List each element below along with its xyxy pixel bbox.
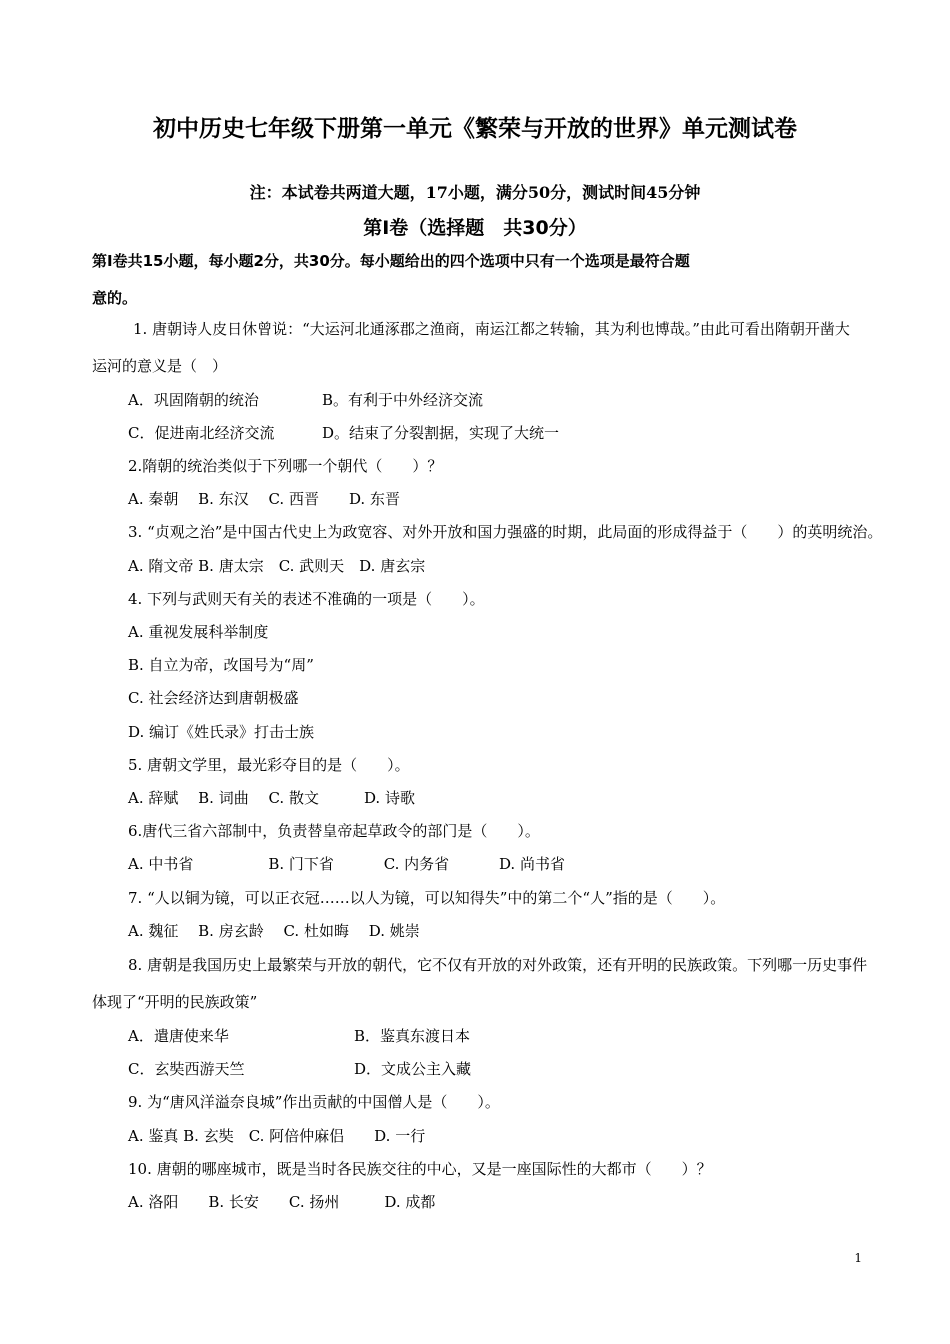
page-number: 1 <box>854 1251 862 1265</box>
question-5-stem: 5. 唐朝文学里，最光彩夺目的是（ ）。 <box>128 756 410 774</box>
question-8-stem-cont: 体现了“开明的民族政策” <box>92 993 258 1011</box>
instructions-line-1: 第Ⅰ卷共15小题，每小题2分，共30分。每小题给出的四个选项中只有一个选项是最符合题 <box>92 252 690 270</box>
question-4-option-c: C. 社会经济达到唐朝极盛 <box>128 689 299 707</box>
question-8-option-d: D．文成公主入藏 <box>354 1060 472 1078</box>
exam-note: 注：本试卷共两道大题，17小题，满分50分，测试时间45分钟 <box>249 183 701 202</box>
question-1-option-b: B。有利于中外经济交流 <box>322 391 484 409</box>
question-9-options: A. 鉴真 B. 玄奘 C. 阿倍仲麻侣 D. 一行 <box>128 1127 426 1145</box>
question-4-option-b: B. 自立为帝，改国号为“周” <box>128 656 314 674</box>
page-title: 初中历史七年级下册第一单元《繁荣与开放的世界》单元测试卷 <box>153 116 797 142</box>
question-7-options: A. 魏征 B. 房玄龄 C. 杜如晦 D. 姚崇 <box>128 922 420 940</box>
question-6-options: A. 中书省 B. 门下省 C. 内务省 D. 尚书省 <box>128 855 565 873</box>
section-title: 第Ⅰ卷（选择题 共30分） <box>363 217 587 239</box>
question-1-option-d: D。结束了分裂割据，实现了大统一 <box>322 424 560 442</box>
question-3-stem: 3. “贞观之治”是中国古代史上为政宽容、对外开放和国力强盛的时期，此局面的形成得益于（ ）的英明统治。 <box>128 523 883 541</box>
question-7-stem: 7. “人以铜为镜，可以正衣冠……以人为镜，可以知得失”中的第二个“人”指的是（ ）。 <box>128 889 726 907</box>
question-2-options: A. 秦朝 B. 东汉 C. 西晋 D. 东晋 <box>128 490 400 508</box>
question-10-options: A. 洛阳 B. 长安 C. 扬州 D. 成都 <box>128 1193 436 1211</box>
question-8-option-a: A．遣唐使来华 <box>128 1027 229 1045</box>
question-10-stem: 10. 唐朝的哪座城市，既是当时各民族交往的中心，又是一座国际性的大都市（ ）？ <box>128 1160 712 1178</box>
question-5-options: A. 辞赋 B. 词曲 C. 散文 D. 诗歌 <box>128 789 415 807</box>
question-8-option-c: C．玄奘西游天竺 <box>128 1060 245 1078</box>
question-6-stem: 6.唐代三省六部制中，负责替皇帝起草政令的部门是（ ）。 <box>128 822 540 840</box>
question-2-stem: 2.隋朝的统治类似于下列哪一个朝代（ ）？ <box>128 457 443 475</box>
question-4-option-a: A. 重视发展科举制度 <box>128 623 269 641</box>
question-9-stem: 9. 为“唐风洋溢奈良城”作出贡献的中国僧人是（ ）。 <box>128 1093 500 1111</box>
question-3-options: A. 隋文帝 B. 唐太宗 C. 武则天 D. 唐玄宗 <box>128 557 426 575</box>
question-1-option-c: C．促进南北经济交流 <box>128 424 275 442</box>
question-1-stem-cont: 运河的意义是（ ） <box>92 357 228 375</box>
instructions-line-2: 意的。 <box>92 289 138 307</box>
question-1-option-a: A．巩固隋朝的统治 <box>128 391 259 409</box>
question-1-stem: 1. 唐朝诗人皮日休曾说：“大运河北通涿郡之渔商，南运江都之转输，其为利也博哉。”由此可看出隋朝开凿大 <box>133 320 850 338</box>
question-8-stem: 8. 唐朝是我国历史上最繁荣与开放的朝代，它不仅有开放的对外政策，还有开明的民族政策。下列哪一历史事件 <box>128 956 868 974</box>
question-4-stem: 4. 下列与武则天有关的表述不准确的一项是（ ）。 <box>128 590 485 608</box>
question-8-option-b: B．鉴真东渡日本 <box>354 1027 471 1045</box>
question-4-option-d: D. 编订《姓氏录》打击士族 <box>128 723 315 741</box>
